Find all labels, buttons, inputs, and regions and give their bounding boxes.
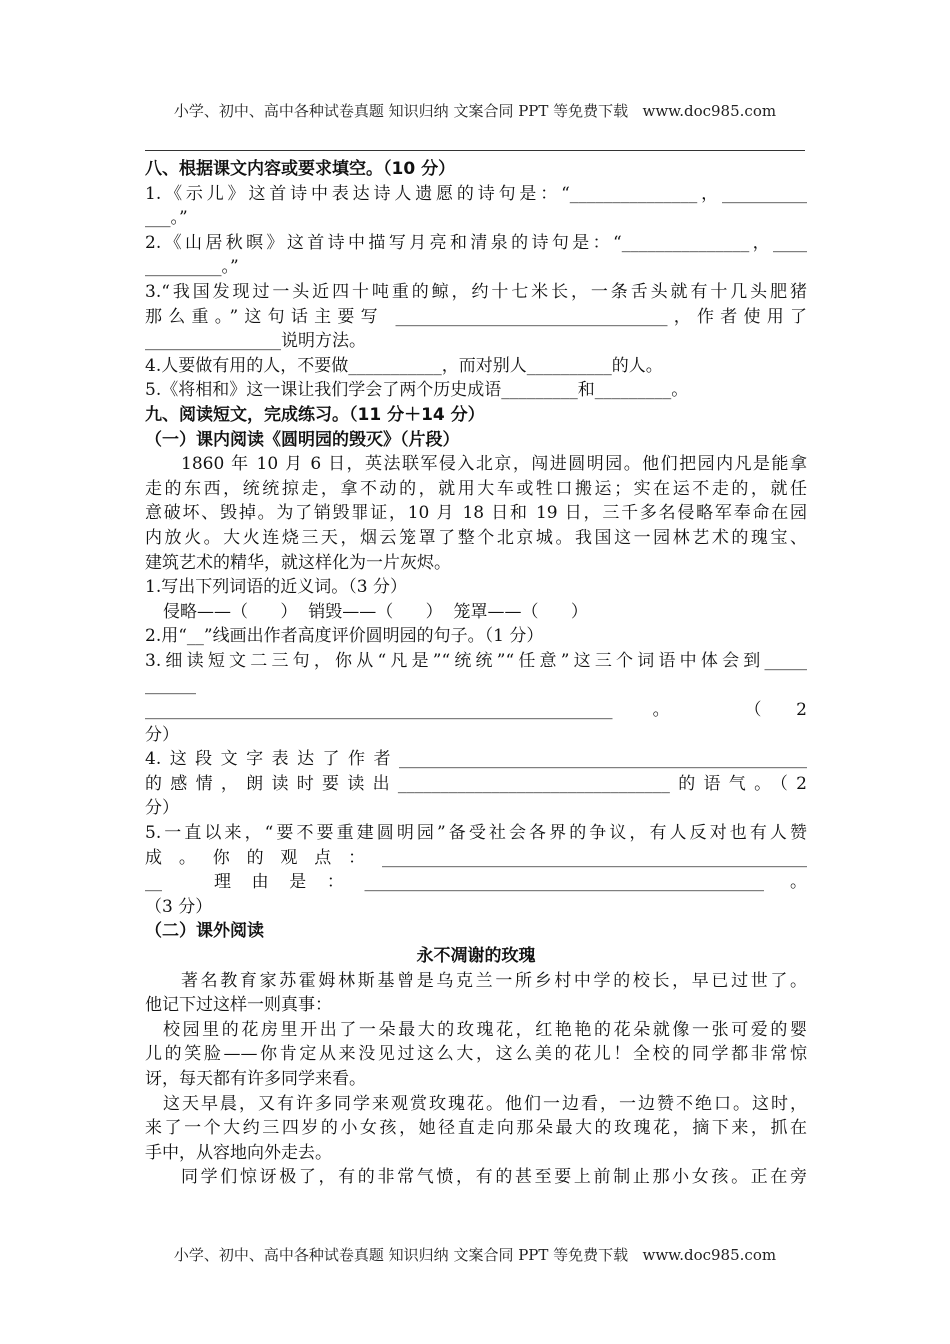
story-line: 儿的笑脸——你肯定从来没见过这么大，这么美的花儿！全校的同学都非常惊: [145, 1044, 807, 1065]
story-line: 著名教育家苏霍姆林斯基曾是乌克兰一所乡村中学的校长，早已过世了。: [181, 970, 807, 991]
q9-5: 5.一直以来，“要不要重建圆明园”备受社会各界的争议，有人反对也有人赞: [145, 823, 807, 844]
story-line: 来了一个大约三四岁的小女孩，她径直走向那朵最大的玫瑰花，摘下来，抓在: [145, 1118, 807, 1139]
q8-2-cont: _________。”: [145, 257, 239, 278]
section-8-heading: 八、根据课文内容或要求填空。（10 分）: [145, 159, 456, 179]
q9-1: 1.写出下列词语的近义词。（3 分）: [145, 577, 407, 598]
story-line: 校园里的花房里开出了一朵最大的玫瑰花，红艳艳的花朵就像一张可爱的婴: [163, 1019, 807, 1040]
passage-1-line: 1860 年 10 月 6 日，英法联军侵入北京，闯进圆明园。他们把园内凡是能拿: [181, 454, 807, 475]
reading-1-heading: （一）课内阅读《圆明园的毁灭》（片段）: [145, 429, 460, 450]
q8-3-line3: ________________说明方法。: [145, 331, 366, 352]
story-line: 他记下过这样一则真事：: [145, 995, 332, 1016]
exam-content: [145, 157, 807, 1190]
q9-2: 2.用“__”线画出作者高度评价圆明园的句子。（1 分）: [145, 626, 544, 647]
q9-3: 3.细读短文二三句，你从“凡是”“统统”“任意”这三个词语中体会到_____: [145, 650, 807, 671]
passage-1-line: 走的东西，统统掠走，拿不动的，就用大车或牲口搬运；实在运不走的，就任: [145, 478, 807, 499]
q9-3-score: 分）: [145, 724, 179, 745]
passage-1-line: 内放火。大火连烧三天，烟云笼罩了整个北京城。我国这一园林艺术的瑰宝、: [145, 527, 807, 548]
page-header: 小学、初中、高中各种试卷真题 知识归纳 文案合同 PPT 等免费下载 www.doc985.com: [173, 102, 777, 120]
header-rule: [145, 150, 805, 151]
q9-1-synonyms: 侵略——（ ） 销毁——（ ） 笼罩——（ ）: [163, 601, 588, 622]
q9-5-score: （3 分）: [145, 896, 213, 917]
passage-1-line: 意破坏、毁掉。为了销毁罪证，10 月 18 日和 19 日，三千多名侵略军奉命在园: [145, 503, 807, 524]
q8-1: 1.《示儿》这首诗中表达诗人遗愿的诗句是：“_______________，__________: [145, 183, 807, 204]
story-title: 永不凋谢的玫瑰: [416, 946, 536, 966]
q9-4: 4.这段文字表达了作者________________________________________________: [145, 749, 807, 770]
story-line: 这天早晨，又有许多同学来观赏玫瑰花。他们一边看，一边赞不绝口。这时，: [163, 1093, 807, 1114]
story-line: 讶，每天都有许多同学来看。: [145, 1068, 366, 1089]
q9-5-opinion: 成。你的观点：__________________________________________________: [145, 847, 807, 868]
q8-2: 2.《山居秋暝》这首诗中描写月亮和清泉的诗句是：“_______________，____: [145, 232, 807, 253]
q8-1-cont: ___。”: [145, 208, 188, 229]
q9-3-cont: ______: [145, 675, 196, 696]
q8-4: 4.人要做有用的人，不要做___________，而对别人__________的人。: [145, 355, 663, 376]
reading-2-heading: （二）课外阅读: [145, 921, 264, 942]
passage-1-line: 建筑艺术的精华，就这样化为一片灰烬。: [145, 552, 451, 573]
section-9-heading: 九、阅读短文，完成练习。（11 分＋14 分）: [145, 404, 485, 425]
q8-5: 5.《将相和》这一课让我们学会了两个历史成语_________和_________。: [145, 380, 689, 401]
q8-3: 3.“我国发现过一头近四十吨重的鲸，约十七米长，一条舌头就有十几头肥猪: [145, 281, 807, 302]
q8-3-line2: 那么重。”这句话主要写 ________________________________，作者使用了: [145, 306, 807, 327]
q9-3-answer-line: _______________________________________________________ 。 （2: [145, 700, 807, 721]
story-line: 同学们惊讶极了，有的非常气愤，有的甚至要上前制止那小女孩。正在旁: [181, 1167, 807, 1188]
page-footer: 小学、初中、高中各种试卷真题 知识归纳 文案合同 PPT 等免费下载 www.doc985.com: [173, 1246, 777, 1264]
q9-4-line2: 的感情，朗读时要读出________________________________的语气。（2: [145, 773, 807, 794]
q9-4-score: 分）: [145, 798, 179, 819]
story-line: 手中，从容地向外走去。: [145, 1142, 332, 1163]
q9-5-reason: __ 理由是：_______________________________________________ 。: [145, 872, 807, 893]
